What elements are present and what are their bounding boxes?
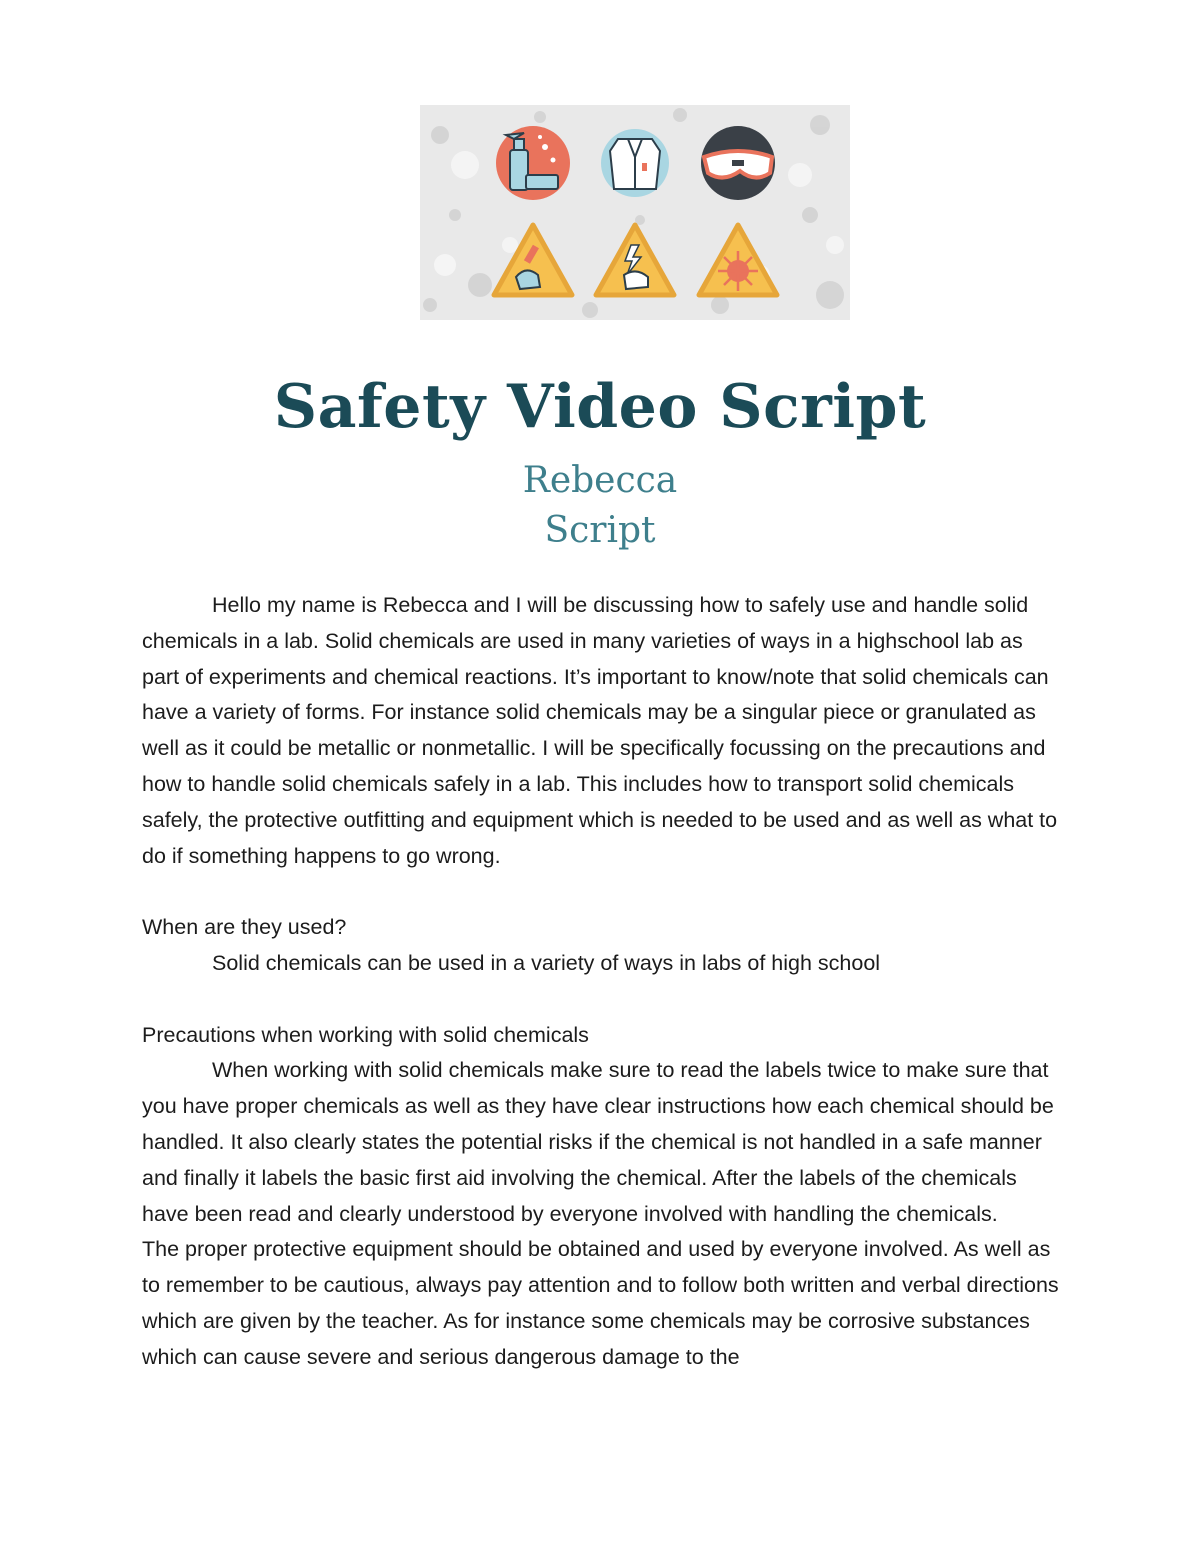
precautions-paragraph-2: The proper protective equipment should be obtained and used by everyone involved. As well as to remember to be cautious, always pay attention and to follow both written and verbal directions which are given by the teacher. As for instance some chemicals may be corrosive substances which can cause severe and serious dangerous damage to the <box>142 1237 1059 1369</box>
when-used-answer: Solid chemicals can be used in a variety of ways in labs of high school <box>212 950 881 975</box>
author-name: Rebecca <box>522 460 678 501</box>
safety-goggles-icon <box>701 126 775 200</box>
lab-coat-icon <box>601 129 669 197</box>
precautions-paragraph-1: When working with solid chemicals make sure to read the labels twice to make sure that you have proper chemicals as well as they have clear instructions how each chemical should be handled. It also clearly states the potential risks if the chemical is not handled in a safe manner and finally it labels the basic first aid involving the chemical. After the labels of the chemicals have been read and clearly understood by everyone involved with handling the chemicals. <box>142 1058 1054 1226</box>
section-heading-precautions: Precautions when working with solid chemicals <box>142 1022 589 1047</box>
document-title: Safety Video Script <box>273 372 927 442</box>
lab-safety-banner <box>420 105 850 320</box>
section-heading-when-used: When are they used? <box>142 915 347 940</box>
intro-paragraph: Hello my name is Rebecca and I will be discussing how to safely use and handle solid chemicals in a lab. Solid chemicals are used in many varieties of ways in a highschool lab as part of experiments and chemical reactions. It’s important to know/note that solid chemicals can have a variety of forms. For instance solid chemicals may be a singular piece or granulated as well as it could be metallic or nonmetallic. I will be specifically focussing on the precautions and how to handle solid chemicals safely in a lab. This includes how to transport solid chemicals safely, the protective outfitting and equipment which is needed to be used and as well as what to do if something happens to go wrong. <box>142 593 1058 868</box>
script-body <box>142 588 1062 1376</box>
document-type: Script <box>544 510 656 551</box>
spray-bottle-icon <box>496 126 570 200</box>
